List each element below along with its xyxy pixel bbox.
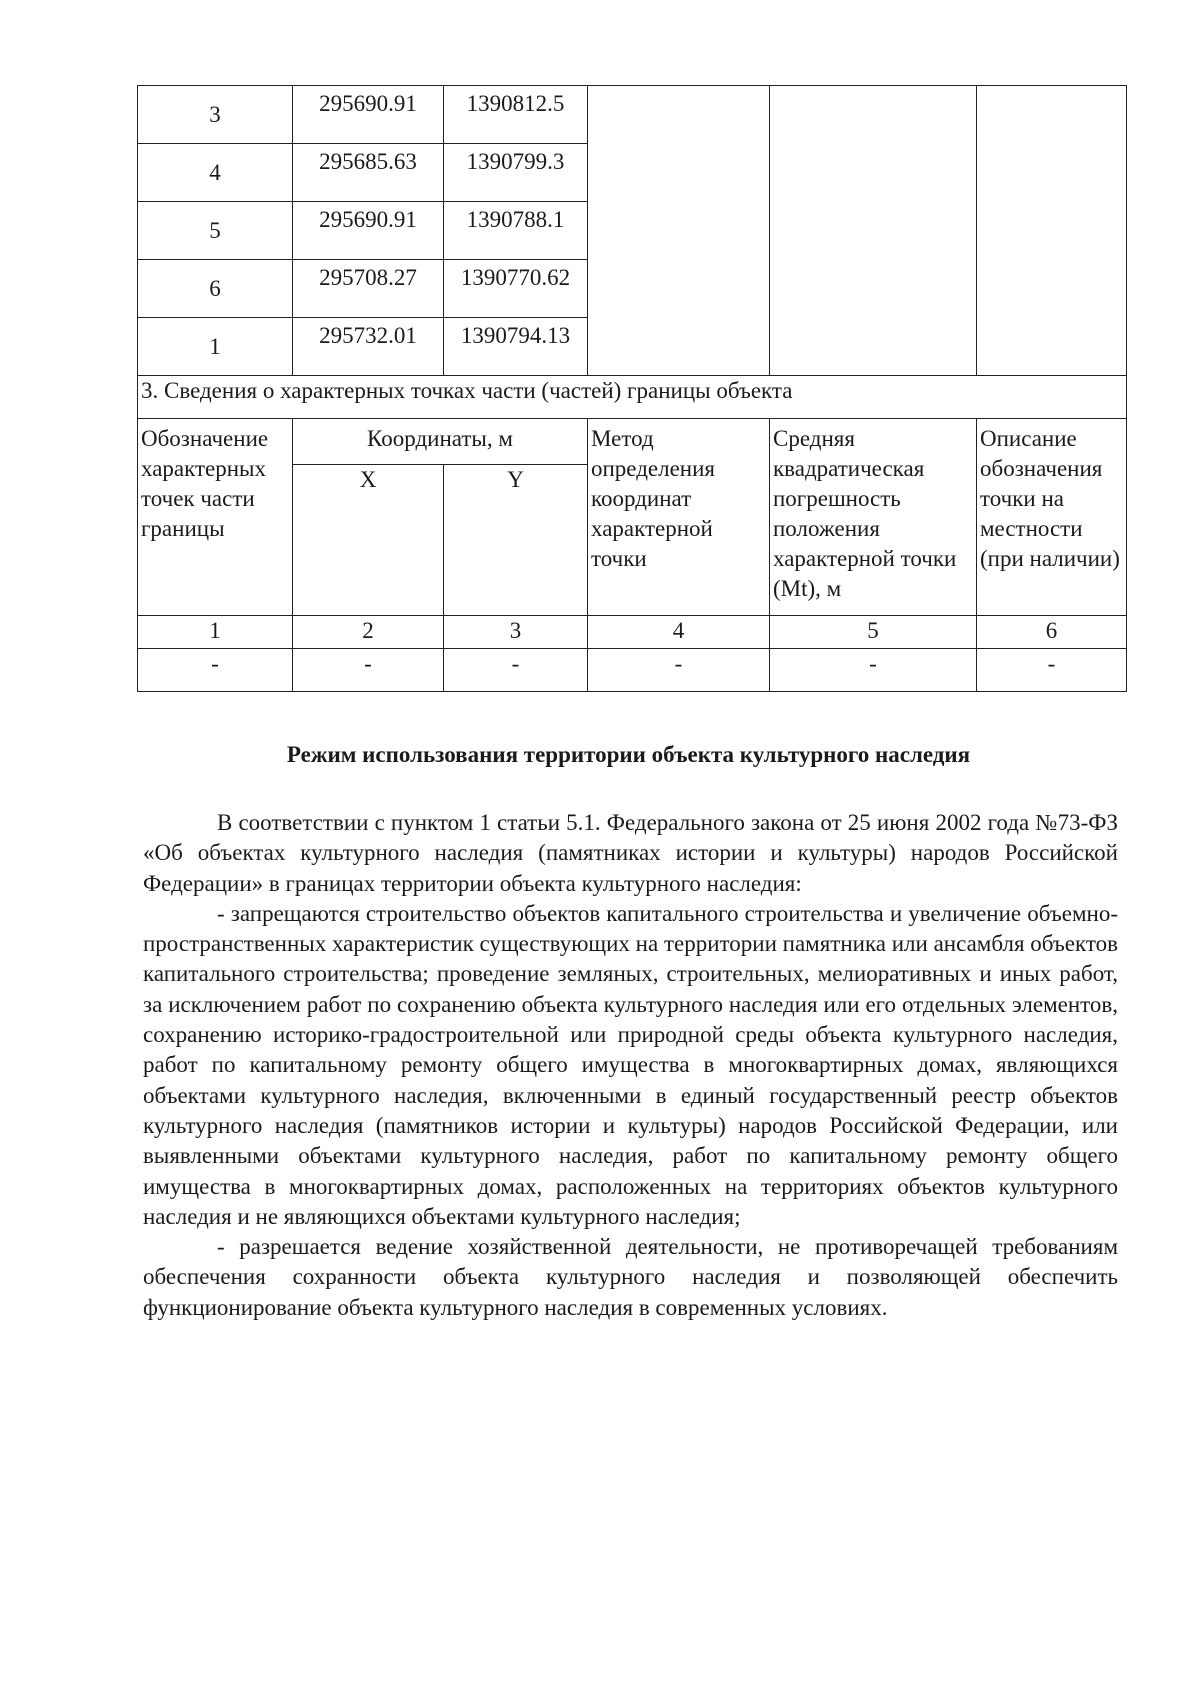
point-number: 5	[138, 202, 293, 260]
empty-cell: -	[588, 649, 770, 692]
point-number: 4	[138, 144, 293, 202]
error-cell	[770, 86, 977, 376]
paragraph: - запрещаются строительство объектов капитального строительства и увеличение объемно-пространственных характеристик существующих на территории памятника или ансамбля объектов капитального строительства; проведение земляных, строительных, мелиоративных и иных работ, за исключением работ по сохранению объекта культурного наследия или его отдельных элементов, сохранению историко-градостроительной или природной среды объекта культурного наследия, работ по капитальному ремонту общего имущества в многоквартирных домах, являющихся объектами культурного наследия, включенными в единый государственный реестр объектов культурного наследия (памятников истории и культуры) народов Российской Федерации, или выявленными объектами культурного наследия, работ по капитальному ремонту общего имущества в многоквартирных домах, расположенных на территориях объектов культурного наследия и не являющихся объектами культурного наследия;	[143, 900, 1118, 1229]
y-coordinate: 1390794.13	[444, 318, 588, 376]
paragraph: - разрешается ведение хозяйственной деятельности, не противоречащей требованиям обеспечения сохранности объекта культурного наследия и позволяющей обеспечить функционирование объекта культурного наследия в современных условиях.	[143, 1234, 1118, 1320]
header-designation: Обозначение характерных точек части границы	[138, 419, 293, 616]
header-row	[138, 419, 1127, 465]
column-index: 4	[588, 616, 770, 649]
header-error: Средняя квадратическая погрешность положения характерной точки (Mt), м	[770, 419, 977, 616]
column-index: 5	[770, 616, 977, 649]
x-coordinate: 295685.63	[293, 144, 444, 202]
empty-cell: -	[770, 649, 977, 692]
header-coordinates: Координаты, м	[293, 419, 588, 465]
paragraph: В соответствии с пунктом 1 статьи 5.1. Федерального закона от 25 июня 2002 года №73-ФЗ «Об объектах культурного наследия (памятниках истории и культуры) народов Российской Федерации» в границах территории объекта культурного наследия:	[143, 810, 1118, 896]
description-cell	[977, 86, 1127, 376]
column-index: 2	[293, 616, 444, 649]
empty-cell: -	[444, 649, 588, 692]
coordinates-table	[137, 85, 1127, 692]
empty-data-row	[138, 649, 1127, 692]
header-y: Y	[444, 465, 588, 616]
header-method: Метод определения координат характерной точки	[588, 419, 770, 616]
x-coordinate: 295732.01	[293, 318, 444, 376]
point-number: 1	[138, 318, 293, 376]
section-title: 3. Сведения о характерных точках части (частей) границы объекта	[138, 376, 1127, 419]
y-coordinate: 1390812.5	[444, 86, 588, 144]
empty-cell: -	[293, 649, 444, 692]
y-coordinate: 1390770.62	[444, 260, 588, 318]
method-cell	[588, 86, 770, 376]
empty-cell: -	[977, 649, 1127, 692]
column-index: 3	[444, 616, 588, 649]
x-coordinate: 295690.91	[293, 86, 444, 144]
x-coordinate: 295690.91	[293, 202, 444, 260]
section-body	[143, 808, 1118, 1323]
x-coordinate: 295708.27	[293, 260, 444, 318]
header-x: X	[293, 465, 444, 616]
header-description: Описание обозначения точки на местности (при наличии)	[977, 419, 1127, 616]
point-number: 3	[138, 86, 293, 144]
column-index-row	[138, 616, 1127, 649]
point-number: 6	[138, 260, 293, 318]
y-coordinate: 1390799.3	[444, 144, 588, 202]
section-heading: Режим использования территории объекта культурного наследия	[286, 742, 971, 767]
section-title-row	[138, 376, 1127, 419]
column-index: 1	[138, 616, 293, 649]
y-coordinate: 1390788.1	[444, 202, 588, 260]
column-index: 6	[977, 616, 1127, 649]
empty-cell: -	[138, 649, 293, 692]
table-row	[138, 86, 1127, 144]
